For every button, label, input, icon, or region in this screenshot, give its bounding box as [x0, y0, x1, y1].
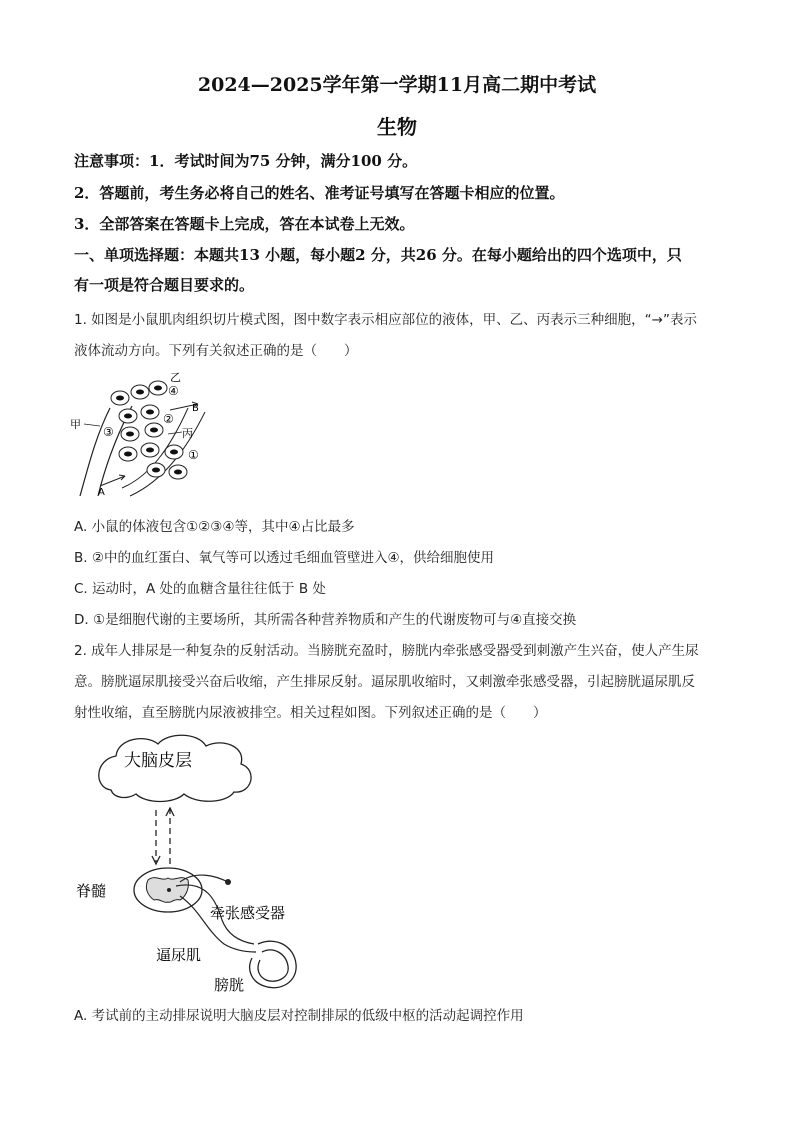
label-2: ②	[163, 412, 174, 426]
label-bing: 丙	[182, 427, 193, 440]
label-4: ④	[168, 384, 179, 398]
q2-stem-line-3: 射性收缩，直至膀胱内尿液被排空。相关过程如图。下列叙述正确的是（ ）	[74, 705, 547, 721]
label-bladder: 膀胱	[214, 976, 245, 994]
notice-line-1: 注意事项：1．考试时间为75 分钟，满分100 分。	[74, 152, 418, 170]
q2-urination-reflex-figure	[76, 730, 316, 1000]
label-jia: 甲	[70, 418, 81, 431]
q2-stem-line-2: 意。膀胱逼尿肌接受兴奋后收缩，产生排尿反射。逼尿肌收缩时，又刺激牵张感受器，引起膀胱逼尿肌反	[74, 674, 695, 690]
q1-stem-line-1: 1. 如图是小鼠肌肉组织切片模式图，图中数字表示相应部位的液体，甲、乙、丙表示三种细胞，“→”表示	[74, 312, 697, 328]
q1-option-d: D. ①是细胞代谢的主要场所，其所需各种营养物质和产生的代谢废物可与④直接交换	[74, 612, 577, 628]
q2-stem-line-1: 2. 成年人排尿是一种复杂的反射活动。当膀胱充盈时，膀胱内牵张感受器受到刺激产生兴奋，使人产生尿	[74, 643, 699, 659]
label-stretch-receptor: 牵张感受器	[210, 904, 286, 922]
section-heading-line-1: 一、单项选择题：本题共13 小题，每小题2 分，共26 分。在每小题给出的四个选项中，只	[74, 246, 682, 264]
label-1: ①	[188, 448, 199, 462]
label-b: B	[192, 403, 199, 414]
label-spinal-cord: 脊髓	[76, 882, 107, 900]
label-a: A	[98, 487, 105, 498]
section-heading-line-2: 有一项是符合题目要求的。	[74, 276, 255, 294]
notice-line-3: 3．全部答案在答题卡上完成，答在本试卷上无效。	[74, 215, 415, 233]
label-detrusor: 逼尿肌	[156, 946, 202, 964]
q1-muscle-tissue-figure	[70, 368, 220, 503]
notice-line-2: 2．答题前，考生务必将自己的姓名、准考证号填写在答题卡相应的位置。	[74, 184, 565, 202]
q1-option-a: A. 小鼠的体液包含①②③④等，其中④占比最多	[74, 519, 355, 535]
label-cortex: 大脑皮层	[124, 751, 192, 771]
subject-title: 生物	[377, 115, 417, 139]
q2-option-a: A. 考试前的主动排尿说明大脑皮层对控制排尿的低级中枢的活动起调控作用	[74, 1008, 524, 1024]
q1-stem-line-2: 液体流动方向。下列有关叙述正确的是（ ）	[74, 343, 358, 359]
q1-option-b: B. ②中的血红蛋白、氧气等可以透过毛细血管壁进入④，供给细胞使用	[74, 550, 495, 566]
q1-option-c: C. 运动时，A 处的血糖含量往往低于 B 处	[74, 581, 326, 597]
exam-title: 2024—2025学年第一学期11月高二期中考试	[197, 74, 597, 96]
label-yi: 乙	[170, 371, 181, 384]
label-3: ③	[103, 425, 114, 439]
